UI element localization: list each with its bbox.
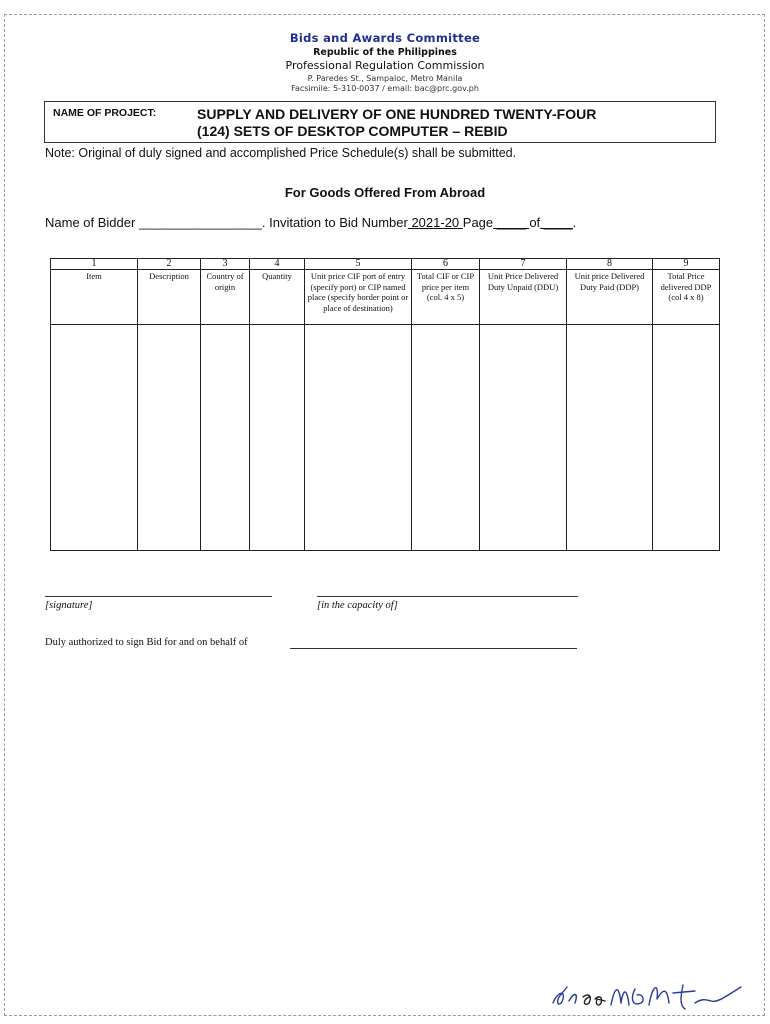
col-number: 9 [653, 259, 720, 270]
commission-name: Professional Regulation Commission [285, 59, 485, 72]
capacity-label: [in the capacity of] [317, 600, 398, 611]
price-schedule-table [50, 258, 720, 551]
col-header-unit-price-cif: Unit price CIF port of entry (specify port) or CIP named place (specify border point or place of destination) [305, 270, 412, 325]
bidder-line [45, 215, 576, 230]
table-cell[interactable] [201, 325, 250, 551]
invitation-number: 2021-20 [407, 215, 463, 230]
col-number: 7 [480, 259, 567, 270]
col-header-unit-price-ddu: Unit Price Delivered Duty Unpaid (DDU) [480, 270, 567, 325]
col-number: 3 [201, 259, 250, 270]
bidder-name-blank[interactable]: _________________ [138, 215, 262, 230]
project-title [197, 106, 707, 140]
project-title-line2: (124) SETS OF DESKTOP COMPUTER – REBID [197, 123, 508, 139]
project-box [44, 101, 716, 143]
project-label: NAME OF PROJECT: [53, 107, 157, 119]
page-blank[interactable]: ____ [493, 215, 530, 230]
col-header-total-ddp: Total Price delivered DDP (col 4 x 8) [653, 270, 720, 325]
col-number: 8 [567, 259, 653, 270]
col-number: 1 [51, 259, 138, 270]
col-number: 4 [250, 259, 305, 270]
table-row [51, 325, 720, 551]
page-label: Page [462, 215, 494, 230]
submission-note: Note: Original of duly signed and accomplished Price Schedule(s) shall be submitted. [45, 146, 517, 160]
col-header-description: Description [138, 270, 201, 325]
column-number-row [51, 259, 720, 270]
invitation-label: . Invitation to Bid Number [261, 215, 408, 230]
project-title-line1: SUPPLY AND DELIVERY OF ONE HUNDRED TWENTY-FOUR [197, 106, 597, 122]
col-header-item: Item [51, 270, 138, 325]
col-header-unit-price-ddp: Unit price Delivered Duty Paid (DDP) [567, 270, 653, 325]
col-header-country: Country of origin [201, 270, 250, 325]
table-cell[interactable] [138, 325, 201, 551]
signature-label: [signature] [45, 600, 93, 611]
table-cell[interactable] [51, 325, 138, 551]
republic-name: Republic of the Philippines [313, 47, 457, 58]
of-label: of [529, 215, 541, 230]
bidder-line-end: . [572, 215, 577, 230]
signature-line[interactable] [45, 596, 272, 597]
col-header-quantity: Quantity [250, 270, 305, 325]
table-cell[interactable] [653, 325, 720, 551]
address: P. Paredes St., Sampaloc, Metro Manila [307, 74, 463, 83]
table-cell[interactable] [305, 325, 412, 551]
of-blank[interactable]: ____ [540, 215, 573, 230]
column-header-row [51, 270, 720, 325]
col-number: 2 [138, 259, 201, 270]
committee-name: Bids and Awards Committee [289, 31, 481, 45]
on-behalf-of-line[interactable] [290, 648, 577, 649]
handwritten-signature [545, 975, 745, 1015]
col-number: 6 [412, 259, 480, 270]
col-header-total-cif: Total CIF or CIP price per item (col. 4 x 5) [412, 270, 480, 325]
table-cell[interactable] [480, 325, 567, 551]
duly-authorized-text: Duly authorized to sign Bid for and on behalf of [45, 637, 248, 648]
capacity-line[interactable] [317, 596, 578, 597]
table-cell[interactable] [412, 325, 480, 551]
col-number: 5 [305, 259, 412, 270]
table-cell[interactable] [250, 325, 305, 551]
contact-info: Facsimile: 5-310-0037 / email: bac@prc.gov.ph [291, 84, 479, 93]
bidder-name-label: Name of Bidder [45, 215, 136, 230]
section-title: For Goods Offered From Abroad [284, 185, 486, 200]
table-cell[interactable] [567, 325, 653, 551]
